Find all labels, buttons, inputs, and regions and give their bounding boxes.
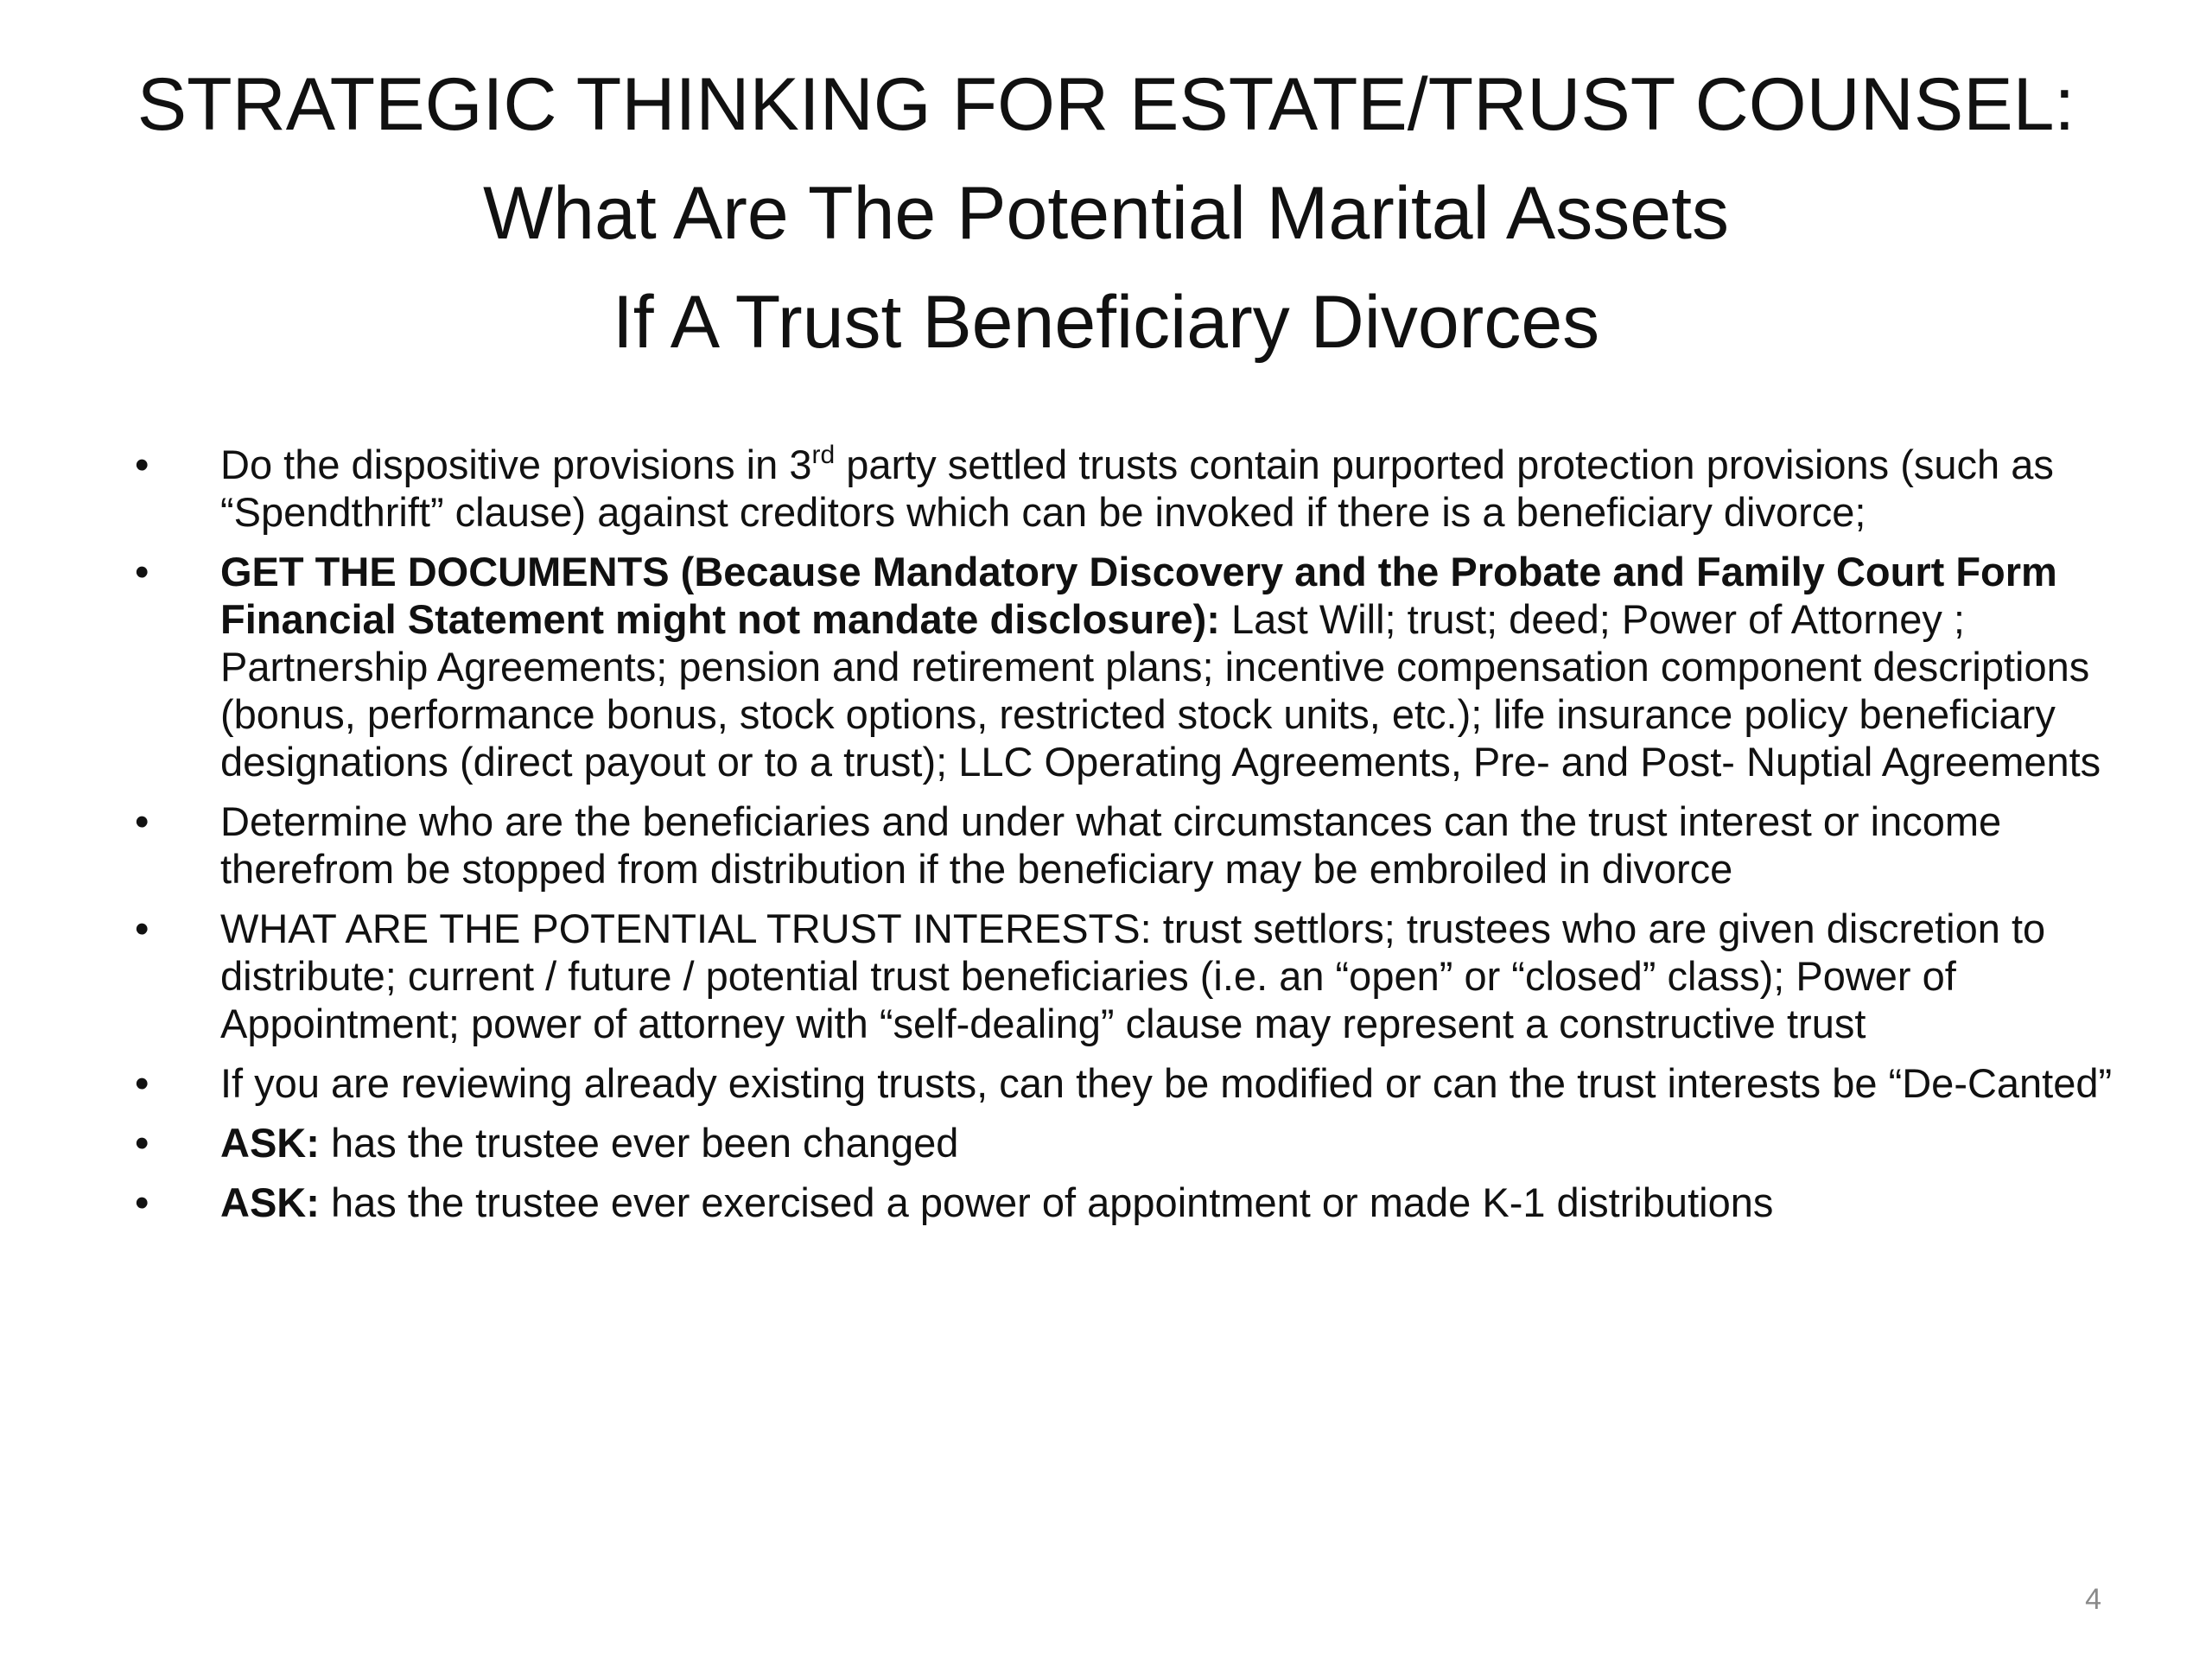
bullet-bold-lead: GET THE DOCUMENTS (Because Mandatory Discovery and the Probate and Family Court Form Financial Statement might not mandate disclosure): xyxy=(220,549,2057,642)
bullet-icon: • xyxy=(135,549,149,594)
page-number: 4 xyxy=(2085,1583,2101,1616)
bullet-icon: • xyxy=(135,1060,149,1106)
bullet-item-existing-trusts xyxy=(130,1059,2117,1107)
title-line-2: What Are The Potential Marital Assets xyxy=(483,172,1729,255)
bullet-item-ask-power-of-appointment xyxy=(130,1179,2117,1226)
bullet-text: Last Will; trust; deed; Power of Attorney ; Partnership Agreements; pension and retirement plans; incentive compensation component descriptions (bonus, performance bonus, stock options, restricted stock units, etc.); life insurance policy beneficiary designations (direct payout or to a trust); LLC Operating Agreements, Pre- and Post- Nuptial Agreements xyxy=(220,596,2101,785)
bullet-text-post: party settled trusts contain purported protection provisions (such as “Spendthrift” clause) against creditors which can be invoked if there is a beneficiary divorce; xyxy=(220,442,2054,535)
bullet-item-dispositive-provisions xyxy=(130,441,2117,536)
bullet-bold-lead: ASK: xyxy=(220,1179,320,1225)
bullet-text: has the trustee ever been changed xyxy=(319,1120,959,1166)
bullet-list xyxy=(130,441,2117,1238)
bullet-item-get-documents xyxy=(130,548,2117,785)
bullet-bold-lead: ASK: xyxy=(220,1120,320,1166)
bullet-text: WHAT ARE THE POTENTIAL TRUST INTERESTS: trust settlors; trustees who are given discretion to distribute; current / future / potential trust beneficiaries (i.e. an “open” or “closed” class); Power of Appointment; power of attorney with “self-dealing” clause may represent a constructive trust xyxy=(220,906,2046,1046)
bullet-icon: • xyxy=(135,1120,149,1166)
ordinal-suffix: rd xyxy=(811,441,836,469)
bullet-text: has the trustee ever exercised a power of appointment or made K-1 distributions xyxy=(319,1179,1774,1225)
bullet-text-pre: Do the dispositive provisions in 3 xyxy=(220,442,812,487)
bullet-icon: • xyxy=(135,798,149,844)
bullet-item-ask-trustee-changed xyxy=(130,1119,2117,1166)
slide-title xyxy=(0,50,2212,377)
bullet-item-potential-trust-interests xyxy=(130,905,2117,1047)
title-line-1: STRATEGIC THINKING FOR ESTATE/TRUST COUNSEL: xyxy=(137,63,2075,146)
bullet-item-determine-beneficiaries xyxy=(130,798,2117,893)
bullet-icon: • xyxy=(135,1179,149,1225)
title-line-3: If A Trust Beneficiary Divorces xyxy=(612,281,1600,364)
bullet-text: Determine who are the beneficiaries and under what circumstances can the trust interest or income therefrom be stopped from distribution if the beneficiary may be embroiled in divorce xyxy=(220,798,2002,892)
bullet-icon: • xyxy=(135,442,149,487)
bullet-icon: • xyxy=(135,906,149,951)
bullet-text: If you are reviewing already existing trusts, can they be modified or can the trust interests be “De-Canted” xyxy=(220,1060,2113,1106)
